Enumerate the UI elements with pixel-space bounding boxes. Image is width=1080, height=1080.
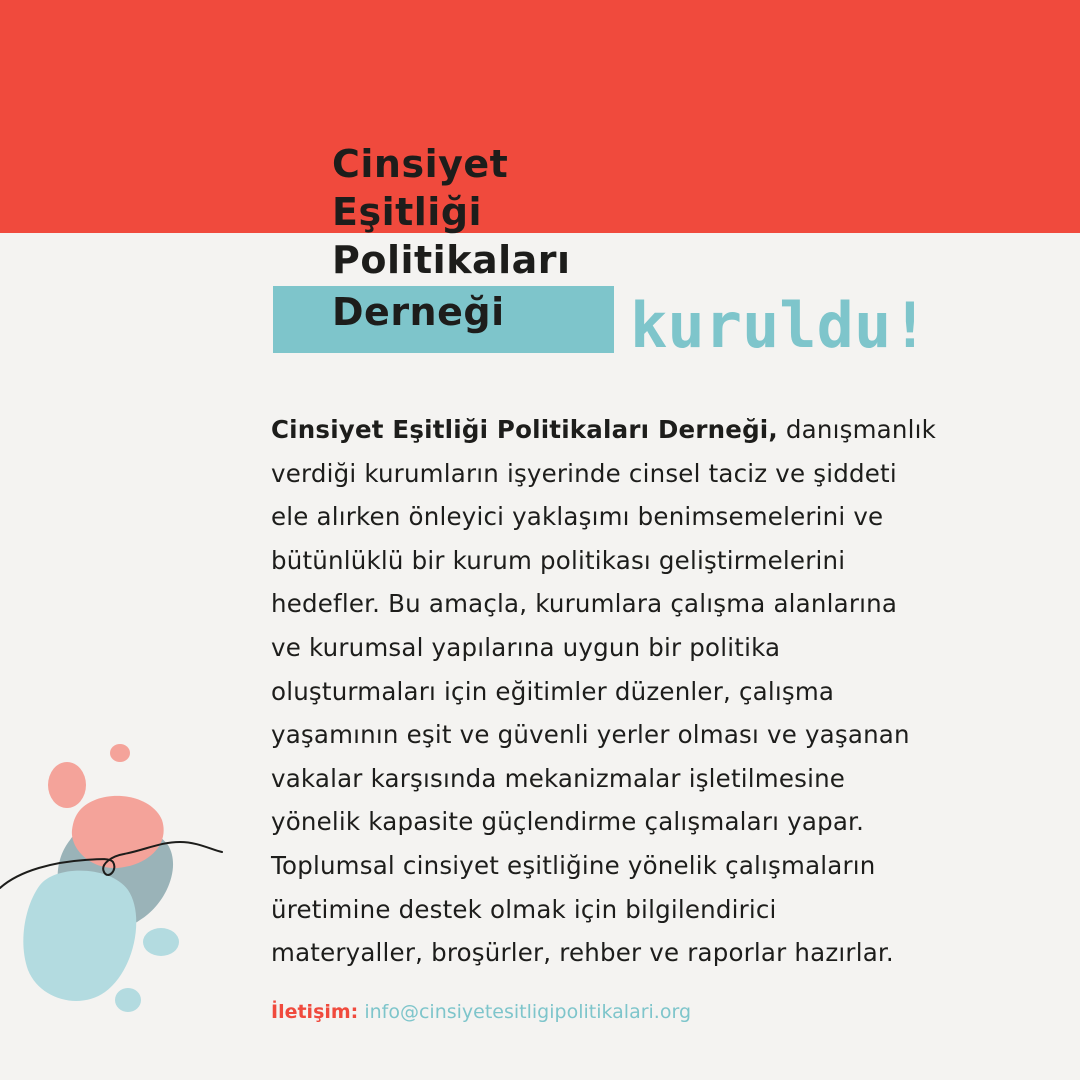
association-name-bold: Cinsiyet Eşitliği Politikaları Derneği, <box>271 415 778 444</box>
description-line: bütünlüklü bir kurum politikası geliştirmelerini <box>271 545 846 575</box>
description-line: vakalar karşısında mekanizmalar işletilmesine <box>271 763 846 793</box>
description-line-lead <box>271 408 1061 452</box>
light-teal-dot-small <box>115 988 141 1012</box>
description-line: oluşturmaları için eğitimler düzenler, çalışma <box>271 676 835 706</box>
description-line: ve kurumsal yapılarına uygun bir politika <box>271 632 781 662</box>
contact-line <box>271 997 691 1027</box>
contact-email-link[interactable]: info@cinsiyetesitligipolitikalari.org <box>364 1001 692 1023</box>
title-line-4-wrapper <box>332 288 505 336</box>
pink-blob-small <box>48 762 86 808</box>
contact-label: İletişim: <box>271 1001 359 1023</box>
decorative-blobs <box>0 730 240 1030</box>
description-line: hedefler. Bu amaçla, kurumlara çalışma alanlarına <box>271 589 898 619</box>
title-line-3: Politikaları <box>332 238 571 282</box>
description-line: verdiği kurumların işyerinde cinsel taciz ve şiddeti <box>271 458 897 488</box>
lead-rest: danışmanlık <box>777 415 936 444</box>
description-line: yönelik kapasite güçlendirme çalışmaları yapar. <box>271 807 865 837</box>
description-line: üretimine destek olmak için bilgilendirici <box>271 894 777 924</box>
title-line-1: Cinsiyet <box>332 142 509 186</box>
description-line: materyaller, broşürler, rehber ve raporlar hazırlar. <box>271 938 894 968</box>
title-line-4: Derneği <box>332 290 505 334</box>
announcement-word: kuruldu! <box>630 289 929 362</box>
association-title <box>332 140 571 284</box>
description-paragraph <box>271 408 1061 975</box>
small-pink-dot <box>110 744 130 762</box>
description-line: Toplumsal cinsiyet eşitliğine yönelik çalışmaların <box>271 850 876 880</box>
description-line: yaşamının eşit ve güvenli yerler olması ve yaşanan <box>271 720 910 750</box>
light-teal-dot <box>143 928 179 956</box>
light-teal-blob <box>23 871 136 1001</box>
description-line: ele alırken önleyici yaklaşımı benimsemelerini ve <box>271 502 884 532</box>
title-line-2: Eşitliği <box>332 190 483 234</box>
